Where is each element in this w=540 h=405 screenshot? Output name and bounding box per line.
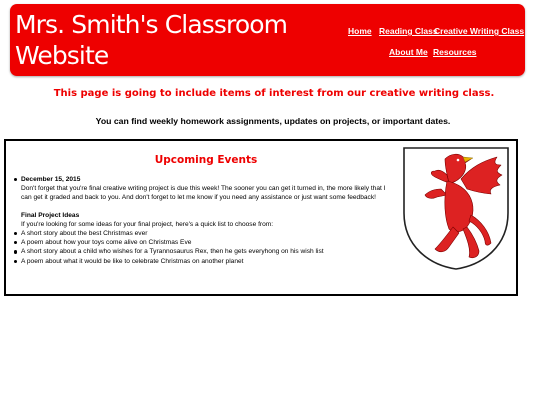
idea-text: A poem about how your toys come alive on Christmas Eve [21,239,192,247]
idea-item [14,238,399,247]
idea-text: A short story about a child who wishes for a Tyrannosaurus Rex, then he gets everyhong on his wish list [21,248,324,256]
idea-text: A poem about what it would be like to celebrate Christmas on another planet [21,257,244,265]
site-title-line1: Mrs. Smith's Classroom [15,10,288,39]
event-body-line1: Don't forget that you're final creative writing project is due this week! The sooner you can get it turned in, the more likely that I [21,185,386,193]
griffin-crest-icon [401,145,511,272]
nav-reading-class-link[interactable]: Reading Class [379,26,438,36]
site-header [10,4,525,76]
events-title: Upcoming Events [154,154,258,166]
ideas-intro: If you're looking for some ideas for your final project, here's a quick list to choose from: [21,220,274,228]
site-title-line2: Website [15,41,109,70]
bullet-icon [14,241,17,244]
idea-item [14,257,399,266]
idea-item [14,247,399,256]
nav-resources-link[interactable]: Resources [433,47,477,57]
intro-subline: You can find weekly homework assignments, updates on projects, or important dates. [95,116,451,126]
bullet-icon [14,260,17,263]
bullet-icon [14,178,17,181]
event-list [14,175,399,266]
ideas-block [14,211,399,229]
nav-creative-writing-link[interactable]: Creative Writing Class [434,26,525,36]
ideas-heading: Final Project Ideas [21,211,80,219]
event-body-line2: can get it graded and back to you. And don't forget to let me know if you need any assistance or just want some feedback! [21,194,376,202]
bullet-icon [14,232,17,235]
spacer [14,203,399,211]
bullet-icon [14,250,17,253]
event-date: December 15, 2015 [21,176,81,183]
idea-text: A short story about the best Christmas ever [21,230,148,238]
site-title [15,9,315,71]
event-item [14,175,399,203]
upcoming-events-panel [4,139,518,296]
nav-home-link[interactable]: Home [348,26,372,36]
nav-about-me-link[interactable]: About Me [389,47,428,57]
intro-headline: This page is going to include items of interest from our creative writing class. [53,88,495,99]
idea-item [14,229,399,238]
